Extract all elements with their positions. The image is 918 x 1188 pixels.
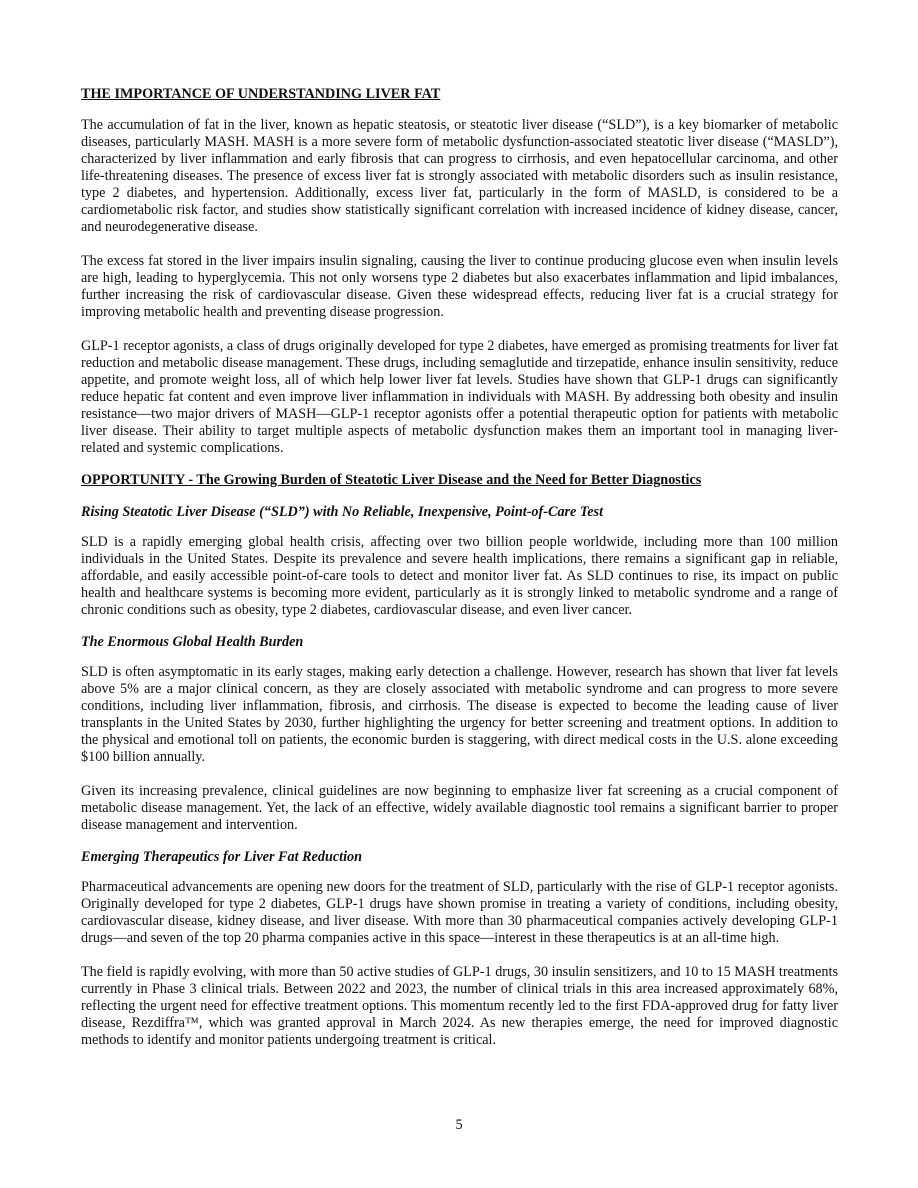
paragraph: The accumulation of fat in the liver, known as hepatic steatosis, or steatotic liver disease (“SLD”), is a key biomarker of metabolic diseases, particularly MASH. MASH is a more severe form of metabolic dysfunction-associated steatotic liver disease (“MASLD”), characterized by liver inflammation and early fibrosis that can progress to cirrhosis, and even hepatocellular carcinoma, and other life-threatening diseases. The presence of excess liver fat is strongly associated with metabolic disorders such as insulin resistance, type 2 diabetes, and hypertension. Additionally, excess liver fat, particularly in the form of MASLD, is considered to be a cardiometabolic risk factor, and studies show statistically significant correlation with increased incidence of kidney disease, cancer, and neurodegenerative disease. — [81, 117, 838, 235]
subheading-global-health-burden: The Enormous Global Health Burden — [81, 634, 304, 650]
paragraph: Given its increasing prevalence, clinical guidelines are now beginning to emphasize liver fat screening as a crucial component of metabolic disease management. Yet, the lack of an effective, widely available diagnostic tool remains a significant barrier to proper disease management and intervention. — [81, 783, 838, 833]
page-number: 5 — [455, 1117, 463, 1133]
paragraph: SLD is often asymptomatic in its early stages, making early detection a challenge. However, research has shown that liver fat levels above 5% are a major clinical concern, as they are closely associated with metabolic syndrome and can progress to more severe conditions, including liver inflammation, fibrosis, and cirrhosis. The disease is expected to become the leading cause of liver transplants in the United States by 2030, further highlighting the urgency for better screening and treatment options. In addition to the physical and emotional toll on patients, the economic burden is staggering, with direct medical costs in the U.S. alone exceeding $100 billion annually. — [81, 664, 838, 765]
paragraph: The field is rapidly evolving, with more than 50 active studies of GLP-1 drugs, 30 insulin sensitizers, and 10 to 15 MASH treatments currently in Phase 3 clinical trials. Between 2022 and 2023, the number of clinical trials in this area increased approximately 68%, reflecting the urgent need for effective treatment options. This momentum recently led to the first FDA-approved drug for fatty liver disease, Rezdiffra™, which was granted approval in March 2024. As new therapies emerge, the need for improved diagnostic methods to identify and monitor patients undergoing treatment is critical. — [81, 964, 838, 1048]
subheading-rising-sld: Rising Steatotic Liver Disease (“SLD”) with No Reliable, Inexpensive, Point-of-Care Test — [81, 504, 604, 520]
paragraph: The excess fat stored in the liver impairs insulin signaling, causing the liver to continue producing glucose even when insulin levels are high, leading to hyperglycemia. This not only worsens type 2 diabetes but also exacerbates inflammation and lipid imbalances, further increasing the risk of cardiovascular disease. Given these widespread effects, reducing liver fat is a crucial strategy for improving metabolic health and preventing disease progression. — [81, 253, 838, 320]
subheading-emerging-therapeutics: Emerging Therapeutics for Liver Fat Reduction — [81, 849, 362, 865]
section-heading-liver-fat: THE IMPORTANCE OF UNDERSTANDING LIVER FAT — [81, 86, 441, 102]
document-page — [81, 86, 838, 1066]
paragraph: SLD is a rapidly emerging global health crisis, affecting over two billion people worldwide, including more than 100 million individuals in the United States. Despite its prevalence and severe health implications, there remains a significant gap in reliable, affordable, and easily accessible point-of-care tools to detect and monitor liver fat. As SLD continues to rise, its impact on public health and healthcare systems is becoming more evident, particularly as it is strongly linked to metabolic syndrome and a range of chronic conditions such as obesity, type 2 diabetes, cardiovascular disease, and even liver cancer. — [81, 534, 838, 618]
paragraph: GLP-1 receptor agonists, a class of drugs originally developed for type 2 diabetes, have emerged as promising treatments for liver fat reduction and metabolic disease management. These drugs, including semaglutide and tirzepatide, enhance insulin sensitivity, reduce appetite, and promote weight loss, all of which help lower liver fat levels. Studies have shown that GLP-1 drugs can significantly reduce hepatic fat content and even improve liver inflammation in individuals with MASH. By addressing both obesity and insulin resistance—two major drivers of MASH—GLP-1 receptor agonists offer a potential therapeutic option for patients with metabolic liver disease. Their ability to target multiple aspects of metabolic dysfunction makes them an important tool in managing liver-related and systemic complications. — [81, 338, 838, 456]
paragraph: Pharmaceutical advancements are opening new doors for the treatment of SLD, particularly with the rise of GLP-1 receptor agonists. Originally developed for type 2 diabetes, GLP-1 drugs have shown promise in treating a variety of conditions, including obesity, cardiovascular disease, kidney disease, and liver disease. With more than 30 pharmaceutical companies actively developing GLP-1 drugs—and seven of the top 20 pharma companies active in this space—interest in these therapeutics is at an all-time high. — [81, 879, 838, 946]
section-heading-opportunity: OPPORTUNITY - The Growing Burden of Steatotic Liver Disease and the Need for Better Diagnostics — [81, 472, 702, 488]
